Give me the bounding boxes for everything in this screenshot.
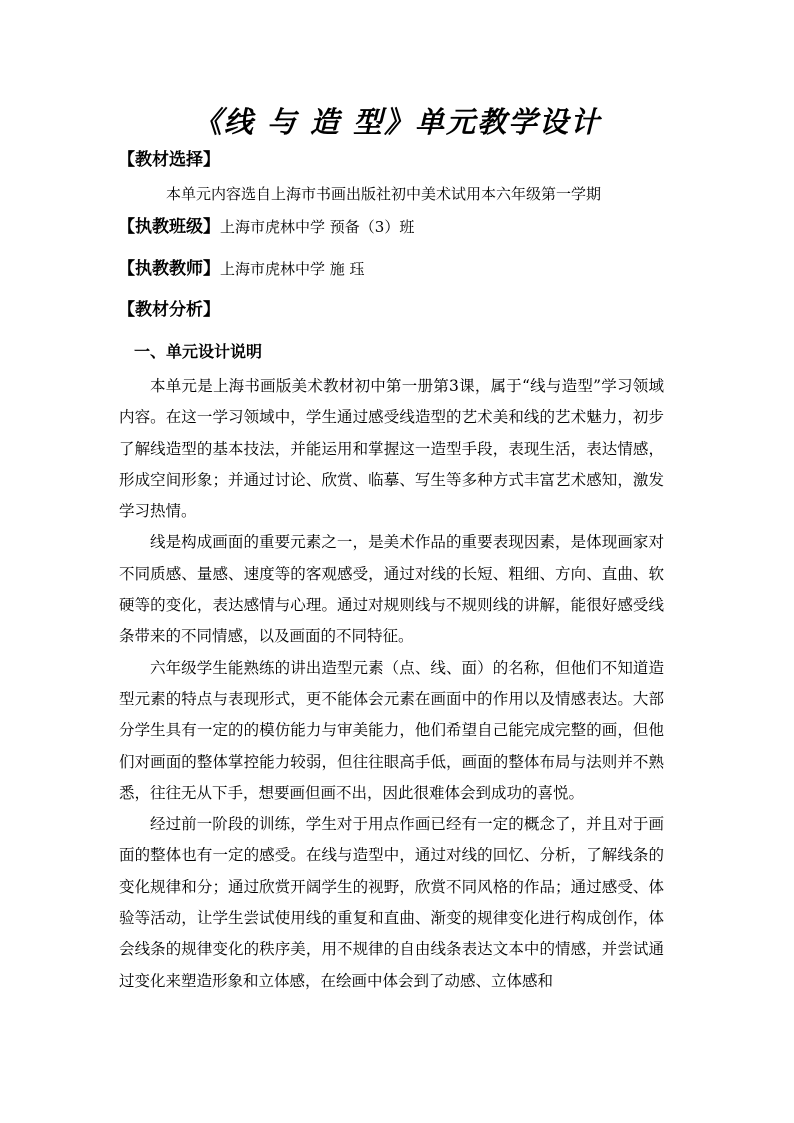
section-teacher-label: 【执教教师】 xyxy=(118,259,220,279)
body-text xyxy=(119,371,664,997)
section-analysis-label: 【教材分析】 xyxy=(118,300,220,320)
section-material-choice-label: 【教材选择】 xyxy=(118,150,220,170)
section-teacher xyxy=(118,257,365,281)
section-teacher-value: 上海市虎林中学 施 珏 xyxy=(220,260,365,278)
paragraph: 经过前一阶段的训练，学生对于用点作画已经有一定的概念了，并且对于画面的整体也有一定的感受。在线与造型中，通过对线的回忆、分析，了解线条的变化规律和分；通过欣赏开阔学生的视野，欣赏不同风格的作品；通过感受、体验等活动，让学生尝试使用线的重复和直曲、渐变的规律变化进行构成创作，体会线条的规律变化的秩序美，用不规律的自由线条表达文本中的情感，并尝试通过变化来塑造形象和立体感，在绘画中体会到了动感、立体感和 xyxy=(119,815,664,990)
document-title: 《线 与 造 型》单元教学设计 xyxy=(192,105,602,139)
section-class-value: 上海市虎林中学 预备（3）班 xyxy=(220,218,415,236)
paragraph: 本单元是上海书画版美术教材初中第一册第3课，属于“线与造型”学习领域内容。在这一学习领域中，学生通过感受线造型的艺术美和线的艺术魅力，初步了解线造型的基本技法，并能运用和掌握这一造型手段，表现生活，表达情感，形成空间形象；并通过讨论、欣赏、临摹、写生等多种方式丰富艺术感知，激发学习热情。 xyxy=(119,377,664,521)
unit-design-subheading: 一、单元设计说明 xyxy=(134,342,263,361)
material-choice-text: 本单元内容选自上海市书画出版社初中美术试用本六年级第一学期 xyxy=(166,185,602,203)
section-class xyxy=(118,215,414,239)
section-class-label: 【执教班级】 xyxy=(118,217,220,237)
paragraph: 线是构成画面的重要元素之一，是美术作品的重要表现因素，是体现画家对不同质感、量感、速度等的客观感受，通过对线的长短、粗细、方向、直曲、软硬等的变化，表达感情与心理。通过对规则线与不规则线的讲解，能很好感受线条带来的不同情感，以及画面的不同特征。 xyxy=(119,533,664,646)
paragraph: 六年级学生能熟练的讲出造型元素（点、线、面）的名称，但他们不知道造型元素的特点与表现形式，更不能体会元素在画面中的作用以及情感表达。大部分学生具有一定的的模仿能力与审美能力，他们希望自己能完成完整的画，但他们对画面的整体掌控能力较弱，但往往眼高手低，画面的整体布局与法则并不熟悉，往往无从下手，想要画但画不出，因此很难体会到成功的喜悦。 xyxy=(119,658,664,802)
